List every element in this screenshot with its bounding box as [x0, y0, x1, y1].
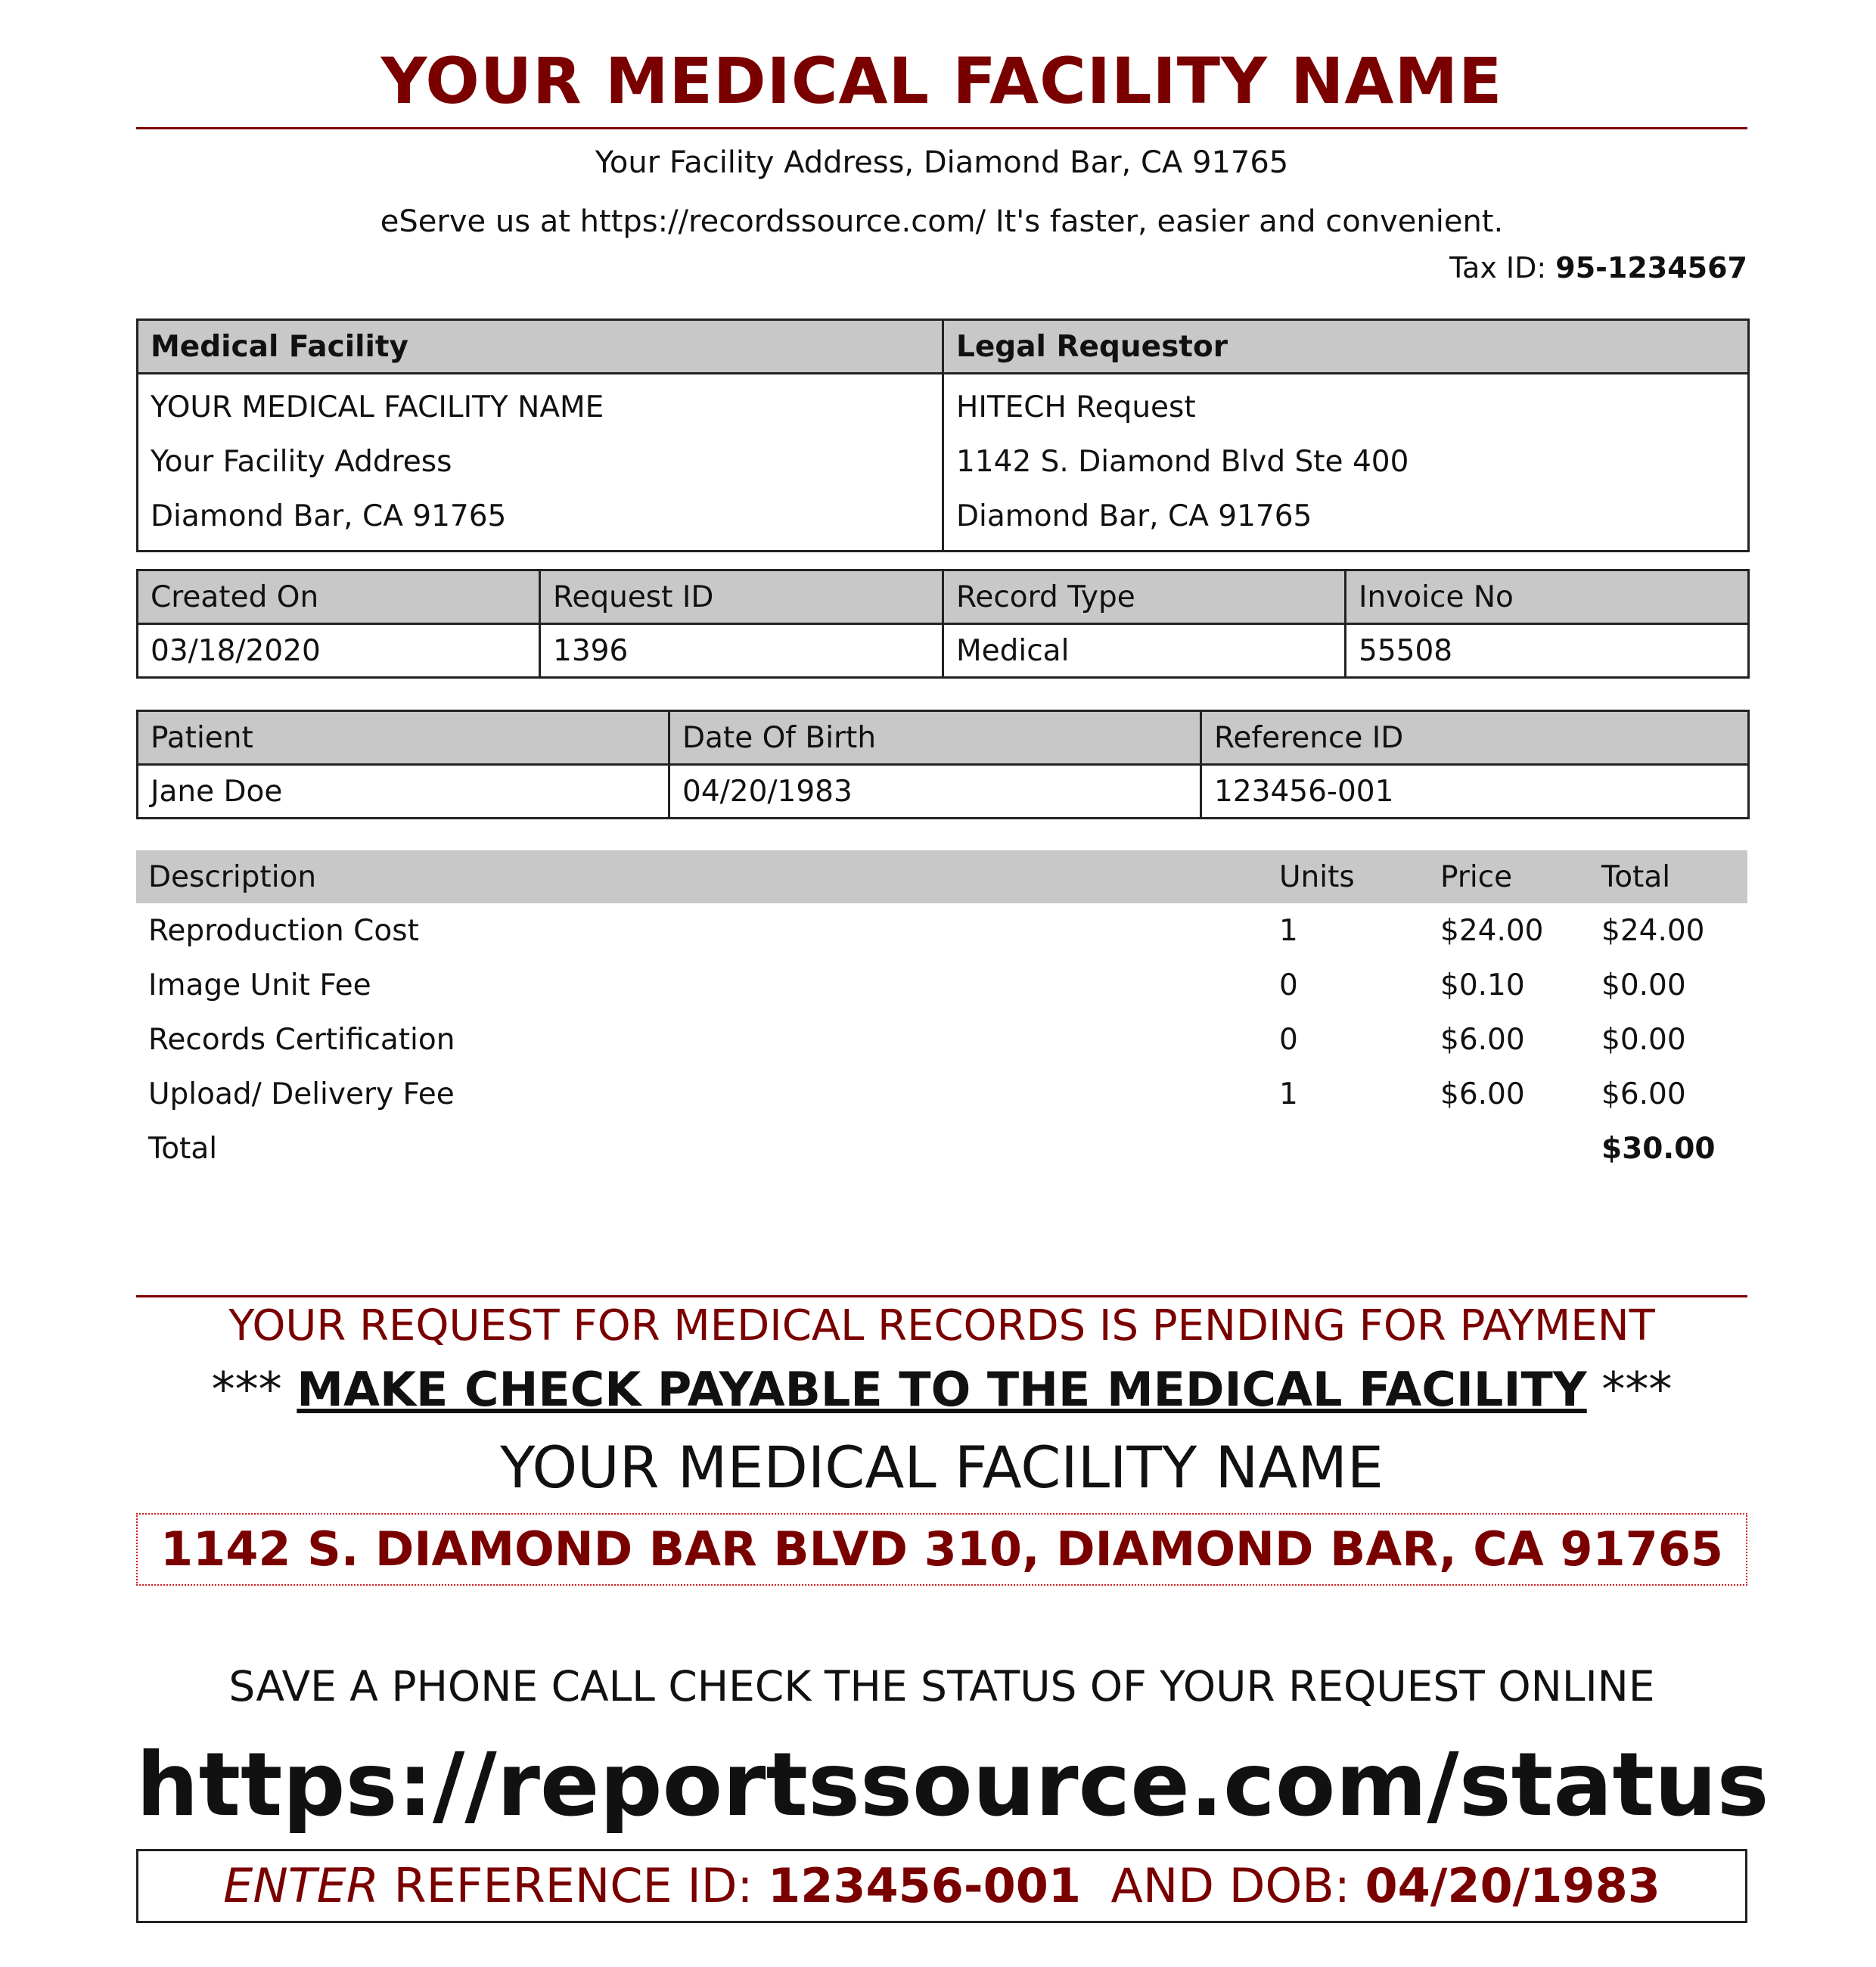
reference-label: REFERENCE ID: [393, 1858, 753, 1913]
item-units: 0 [1279, 1022, 1298, 1057]
item-description: Reproduction Cost [148, 913, 419, 948]
item-total: $0.00 [1601, 1022, 1686, 1057]
request-id-header: Request ID [540, 570, 943, 624]
line-item-row [136, 1067, 1747, 1121]
footer-rule [136, 1295, 1747, 1297]
requestor-line: HITECH Request [956, 390, 1196, 424]
request-id-value: 1396 [540, 624, 943, 678]
created-on-header: Created On [138, 570, 540, 624]
patient-header: Patient [138, 711, 669, 765]
status-url-link[interactable]: https://reportssource.com/status [136, 1734, 1769, 1836]
tax-label: Tax ID: [1449, 251, 1547, 284]
request-table [136, 569, 1750, 679]
requestor-line: 1142 S. Diamond Blvd Ste 400 [956, 445, 1409, 479]
requestor-line: Diamond Bar, CA 91765 [956, 499, 1312, 533]
dob-label: AND DOB: [1110, 1858, 1350, 1913]
patient-table [136, 710, 1750, 819]
facility-line: Diamond Bar, CA 91765 [151, 499, 507, 533]
item-price: $6.00 [1440, 1022, 1525, 1057]
invoice-no-value: 55508 [1346, 624, 1749, 678]
payable-notice [136, 1362, 1747, 1417]
pending-notice: YOUR REQUEST FOR MEDICAL RECORDS IS PENDING FOR PAYMENT [228, 1301, 1655, 1350]
total-row [136, 1121, 1747, 1176]
item-description: Upload/ Delivery Fee [148, 1077, 455, 1111]
payee-facility-name: YOUR MEDICAL FACILITY NAME [500, 1434, 1384, 1501]
facility-line: Your Facility Address [151, 445, 452, 479]
reference-value: 123456-001 [768, 1858, 1082, 1913]
eserve-line: eServe us at https://recordssource.com/ It's faster, easier and convenient. [380, 204, 1504, 239]
enter-word: ENTER [223, 1858, 379, 1913]
dob-value: 04/20/1983 [669, 765, 1201, 819]
item-price: $0.10 [1440, 968, 1525, 1002]
payable-prefix: *** [211, 1362, 282, 1417]
item-units: 0 [1279, 968, 1298, 1002]
legal-requestor-header: Legal Requestor [943, 320, 1749, 374]
item-description: Image Unit Fee [148, 968, 371, 1002]
enter-reference-box [136, 1849, 1747, 1923]
medical-facility-header: Medical Facility [138, 320, 943, 374]
tax-value: 95-1234567 [1555, 251, 1747, 284]
grand-total: $30.00 [1601, 1131, 1716, 1166]
line-item-row [136, 903, 1747, 958]
item-total: $0.00 [1601, 968, 1686, 1002]
item-description: Records Certification [148, 1022, 455, 1057]
record-type-value: Medical [943, 624, 1346, 678]
facility-address: Your Facility Address, Diamond Bar, CA 91765 [595, 145, 1289, 180]
mailing-address: 1142 S. DIAMOND BAR BLVD 310, DIAMOND BAR, CA 91765 [136, 1513, 1747, 1586]
patient-value: Jane Doe [138, 765, 669, 819]
title-rule [136, 127, 1747, 129]
save-call-notice: SAVE A PHONE CALL CHECK THE STATUS OF YOUR REQUEST ONLINE [228, 1662, 1655, 1711]
dob-header: Date Of Birth [669, 711, 1201, 765]
invoice-no-header: Invoice No [1346, 570, 1749, 624]
item-units: 1 [1279, 913, 1298, 948]
payable-suffix: *** [1601, 1362, 1673, 1417]
line-items-table [136, 850, 1747, 1176]
item-total: $6.00 [1601, 1077, 1686, 1111]
tax-id [1449, 251, 1747, 284]
item-price: $6.00 [1440, 1077, 1525, 1111]
units-header: Units [1267, 850, 1428, 903]
facility-line: YOUR MEDICAL FACILITY NAME [151, 390, 604, 424]
invoice-page [136, 0, 1769, 1967]
dob-value-footer: 04/20/1983 [1365, 1858, 1660, 1913]
line-item-row [136, 1012, 1747, 1067]
parties-table [136, 319, 1750, 552]
line-item-row [136, 958, 1747, 1012]
facility-title: YOUR MEDICAL FACILITY NAME [380, 44, 1503, 118]
payable-text: MAKE CHECK PAYABLE TO THE MEDICAL FACILITY [297, 1362, 1587, 1417]
requestor-address-block [943, 374, 1749, 552]
total-label: Total [148, 1131, 218, 1166]
facility-address-block [138, 374, 943, 552]
reference-id-header: Reference ID [1201, 711, 1749, 765]
created-on-value: 03/18/2020 [138, 624, 540, 678]
record-type-header: Record Type [943, 570, 1346, 624]
description-header: Description [136, 850, 1267, 903]
item-price: $24.00 [1440, 913, 1544, 948]
price-header: Price [1428, 850, 1589, 903]
item-total: $24.00 [1601, 913, 1705, 948]
total-header: Total [1589, 850, 1747, 903]
item-units: 1 [1279, 1077, 1298, 1111]
reference-id-value: 123456-001 [1201, 765, 1749, 819]
